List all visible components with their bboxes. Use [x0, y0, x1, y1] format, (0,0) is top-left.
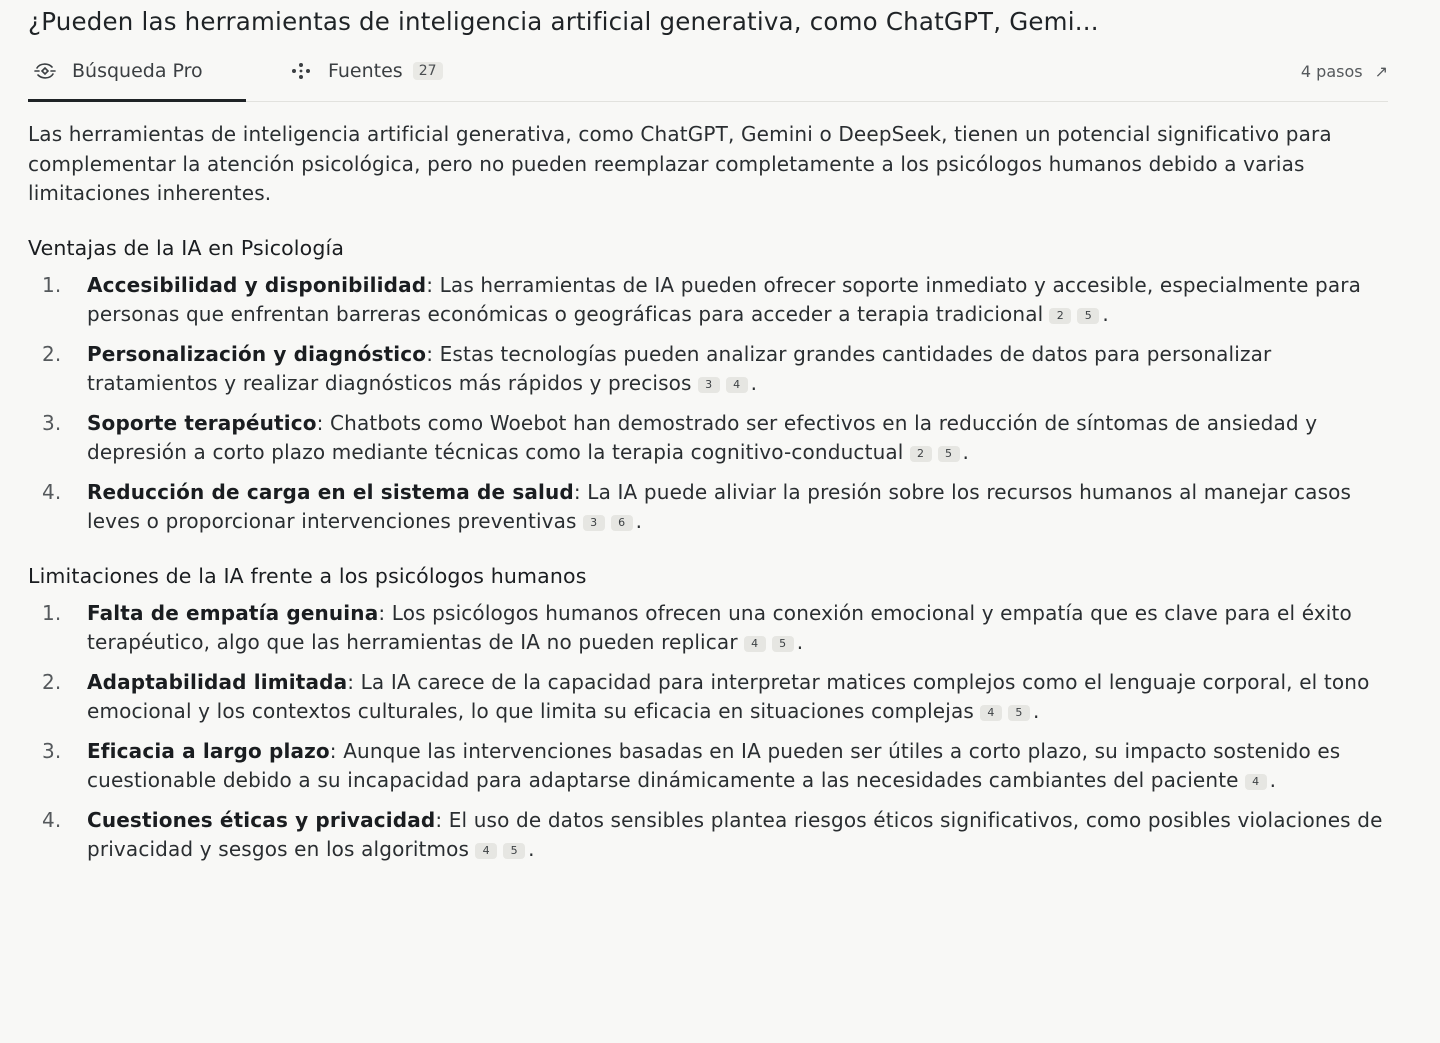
intro-paragraph: Las herramientas de inteligencia artificial generativa, como ChatGPT, Gemini o DeepSeek, tienen un potencial significativo para complementar la atención psicológica, pero no pueden reemplazar completamente a los psicólogos humanos debido a varias limitaciones inherentes. — [28, 122, 1332, 205]
list-item-number: 2. — [42, 669, 62, 694]
citation-badge[interactable]: 4 — [980, 705, 1002, 721]
list-item-number: 3. — [42, 410, 62, 435]
citation-badge[interactable]: 5 — [938, 446, 960, 462]
section-list — [28, 271, 1388, 537]
citation-badge[interactable]: 4 — [475, 843, 497, 859]
list-item-number: 2. — [42, 341, 62, 366]
list-item — [28, 599, 1388, 658]
list-item-text: : Aunque las intervenciones basadas en IA pueden ser útiles a corto plazo, su impacto sostenido es cuestionable debido a su incapacidad para adaptarse dinámicamente a las necesidades cambiantes del paciente — [87, 738, 1341, 792]
answer-sections — [28, 233, 1388, 865]
list-item — [28, 478, 1388, 537]
citation-badge[interactable]: 2 — [910, 446, 932, 462]
list-item-title: Falta de empatía genuina — [87, 600, 379, 625]
list-item-title: Cuestiones éticas y privacidad — [87, 807, 436, 832]
sources-icon — [288, 61, 314, 81]
list-item-title: Eficacia a largo plazo — [87, 738, 330, 763]
citation-badge[interactable]: 3 — [698, 377, 720, 393]
pro-search-icon — [32, 61, 58, 81]
citation-badge[interactable]: 5 — [1008, 705, 1030, 721]
tab-sources-label: Fuentes — [328, 60, 403, 82]
citation-badge[interactable]: 2 — [1049, 308, 1071, 324]
list-item-number: 3. — [42, 738, 62, 763]
list-item-text: : La IA carece de la capacidad para interpretar matices complejos como el lenguaje corporal, el tono emocional y los contextos culturales, lo que limita su eficacia en situaciones complejas — [87, 669, 1370, 723]
tab-pro-search[interactable] — [28, 41, 246, 101]
list-item-text: : Las herramientas de IA pueden ofrecer soporte inmediato y accesible, especialmente para personas que enfrentan barreras económicas o geográficas para acceder a terapia tradicional — [87, 272, 1362, 326]
list-item-text: : Los psicólogos humanos ofrecen una conexión emocional y empatía que es clave para el éxito terapéutico, algo que las herramientas de IA no pueden replicar — [87, 600, 1352, 654]
section-heading: Limitaciones de la IA frente a los psicólogos humanos — [28, 563, 587, 588]
list-item-number: 4. — [42, 479, 62, 504]
list-item-end-punctuation: . — [1269, 768, 1277, 792]
list-item — [28, 806, 1388, 865]
steps-label: 4 pasos — [1300, 61, 1363, 81]
citation-badge[interactable]: 4 — [744, 636, 766, 652]
page-title: ¿Pueden las herramientas de inteligencia artificial generativa, como ChatGPT, Gemi... — [28, 7, 1099, 36]
answer-content — [28, 102, 1388, 865]
citation-badge[interactable]: 5 — [1077, 308, 1099, 324]
citation-badge[interactable]: 4 — [1245, 774, 1267, 790]
citation-badge[interactable]: 5 — [503, 843, 525, 859]
tab-sources[interactable] — [288, 41, 443, 101]
list-item-text: : Chatbots como Woebot han demostrado ser efectivos en la reducción de síntomas de ansiedad y depresión a corto plazo mediante técnicas como la terapia cognitivo-conductual — [87, 410, 1318, 464]
list-item-text: : La IA puede aliviar la presión sobre los recursos humanos al manejar casos leves o proporcionar intervenciones preventivas — [87, 479, 1352, 533]
list-item-title: Soporte terapéutico — [87, 410, 317, 435]
list-item-end-punctuation: . — [528, 837, 535, 861]
list-item-title: Personalización y diagnóstico — [87, 341, 427, 366]
result-tabs — [28, 41, 1388, 102]
list-item — [28, 271, 1388, 330]
section-heading: Ventajas de la IA en Psicología — [28, 235, 345, 260]
list-item — [28, 409, 1388, 468]
citation-badge[interactable]: 3 — [583, 515, 605, 531]
arrow-up-right-icon: ↗ — [1374, 61, 1388, 81]
list-item-title: Accesibilidad y disponibilidad — [87, 272, 427, 297]
list-item-end-punctuation: . — [1102, 302, 1109, 326]
tab-pro-search-label: Búsqueda Pro — [72, 60, 203, 82]
list-item-title: Reducción de carga en el sistema de salud — [87, 479, 574, 504]
steps-link[interactable] — [1301, 62, 1388, 81]
citation-badge[interactable]: 5 — [772, 636, 794, 652]
list-item — [28, 737, 1388, 796]
sources-count-badge: 27 — [413, 62, 443, 80]
list-item — [28, 340, 1388, 399]
list-item-text: : Estas tecnologías pueden analizar grandes cantidades de datos para personalizar tratamientos y realizar diagnósticos más rápidos y precisos — [87, 341, 1272, 395]
list-item-text: : El uso de datos sensibles plantea riesgos éticos significativos, como posibles violaciones de privacidad y sesgos en los algoritmos — [87, 807, 1383, 861]
list-item-end-punctuation: . — [635, 509, 643, 533]
list-item-number: 1. — [42, 600, 62, 625]
list-item — [28, 668, 1388, 727]
citation-badge[interactable]: 6 — [611, 515, 633, 531]
list-item-end-punctuation: . — [750, 371, 758, 395]
list-item-end-punctuation: . — [1032, 699, 1040, 723]
section-list — [28, 599, 1388, 865]
list-item-end-punctuation: . — [962, 440, 970, 464]
list-item-title: Adaptabilidad limitada — [87, 669, 348, 694]
list-item-number: 4. — [42, 807, 62, 832]
list-item-end-punctuation: . — [796, 630, 804, 654]
citation-badge[interactable]: 4 — [726, 377, 748, 393]
list-item-number: 1. — [42, 272, 62, 297]
